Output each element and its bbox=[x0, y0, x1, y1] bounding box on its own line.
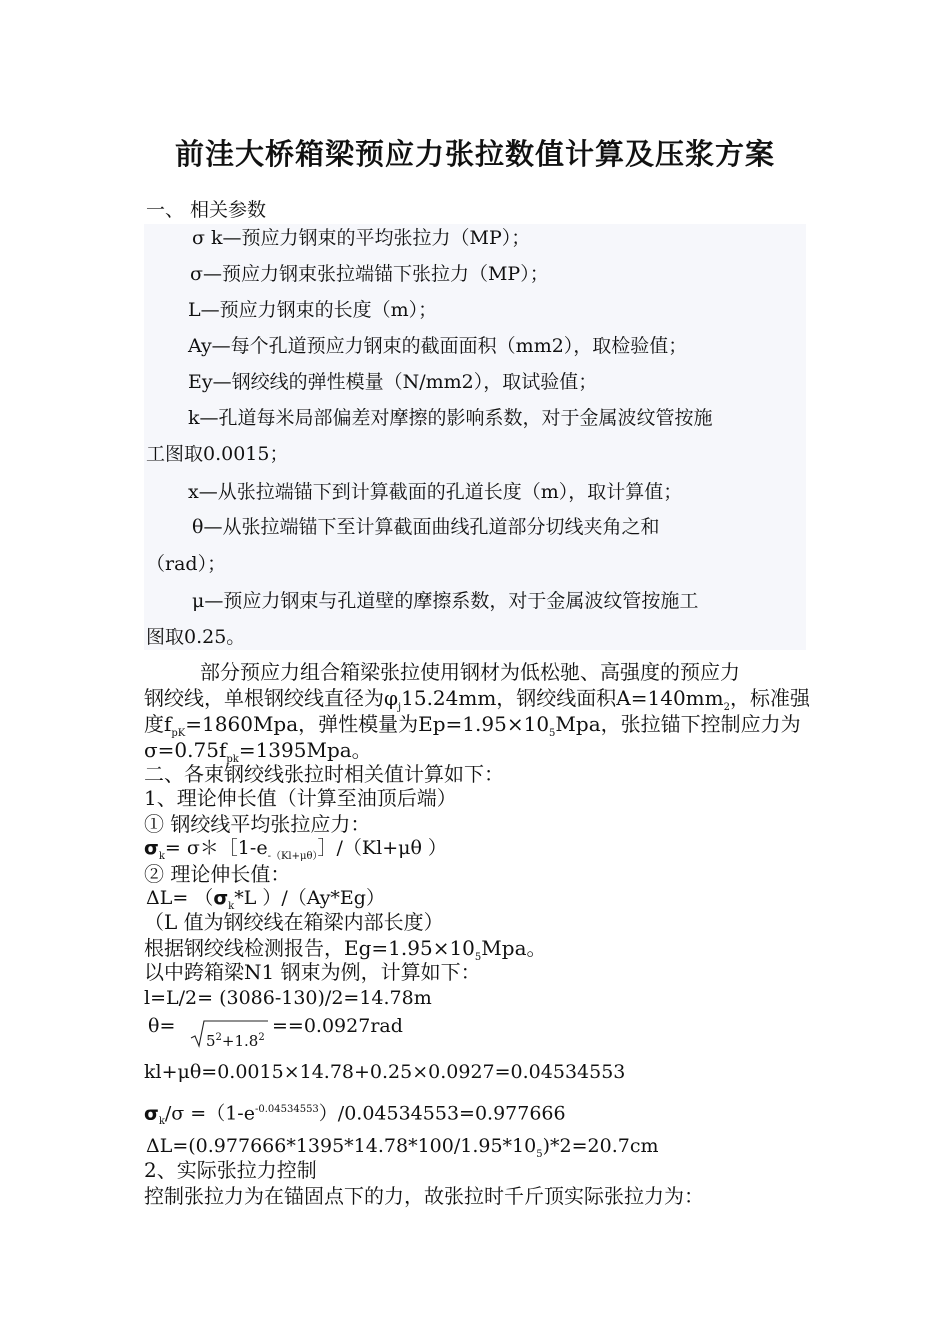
param-theta: θ—从张拉端锚下至计算截面曲线孔道部分切线夹角之和 bbox=[192, 516, 660, 538]
sqrt-radicand: $5^2+1.8^2$ bbox=[206, 1032, 265, 1050]
formula-elongation: $\Delta L= (\sigma_k*L$ ）/（Ay*Eg） bbox=[146, 887, 385, 912]
param-l: L—预应力钢束的长度（m）； bbox=[188, 299, 438, 321]
intro-line-1: 部分预应力组合箱梁张拉使用钢材为低松驰、高强度的预应力 bbox=[200, 660, 740, 684]
ratio-calc: $\sigma_k/\sigma =(1-e^{-0.04534553})/0.04534553=0.977666$ bbox=[144, 1102, 566, 1128]
param-k: k—孔道每米局部偏差对摩擦的影响系数，对于金属波纹管按施 bbox=[188, 407, 713, 429]
item-elongation: ② 理论伸长值： bbox=[144, 862, 291, 886]
theta-label: θ= bbox=[148, 1015, 176, 1037]
section-heading-calc: 二、各束钢绞线张拉时相关值计算如下： bbox=[144, 762, 504, 786]
theta-result: ==0.0927rad bbox=[272, 1015, 403, 1037]
note-length: （L 值为钢绞线在箱梁内部长度） bbox=[144, 910, 444, 934]
param-mu: μ—预应力钢束与孔道壁的摩擦系数，对于金属波纹管按施工 bbox=[192, 590, 699, 612]
section-heading-params: 一、 相关参数 bbox=[146, 199, 267, 221]
example-line: 以中跨箱梁N1 钢束为例，计算如下： bbox=[144, 960, 481, 984]
formula-average-stress: $\sigma_k=$ $\sigma*[1-e_{-(Kl+\mu\theta)}]/(Kl+\mu\theta$ ） bbox=[144, 837, 447, 862]
intro-line-4: $\sigma=0.75f_{pk}=1395Mpa$。 bbox=[144, 738, 372, 765]
params-block bbox=[144, 224, 806, 650]
length-calc: l=L/2= (3086-130)/2=14.78m bbox=[144, 987, 432, 1009]
elongation-result: $\Delta L=(0.977666*1395*14.78*100/1.95*10_5)*2=20.7cm$ bbox=[146, 1135, 659, 1160]
item-average-stress: ① 钢绞线平均张拉应力： bbox=[144, 812, 371, 836]
kl-mu-theta-calc: kl+μθ=0.0015×14.78+0.25×0.0927=0.04534553 bbox=[144, 1061, 626, 1083]
param-ey: Ey—钢绞线的弹性模量（N/mm2），取试验值； bbox=[188, 371, 598, 393]
param-theta-cont: （rad）； bbox=[146, 553, 227, 575]
page-title: 前洼大桥箱梁预应力张拉数值计算及压浆方案 bbox=[174, 137, 775, 171]
param-ay: Ay—每个孔道预应力钢束的截面面积（mm2），取检验值； bbox=[188, 335, 688, 357]
intro-line-3: 度$f_{pK}=1860Mpa$，弹性模量为$Ep=1.95\times 10_5Mpa$，张拉锚下控制应力为 bbox=[144, 712, 801, 739]
param-k-cont: 工图取0.0015； bbox=[146, 443, 289, 465]
param-x: x—从张拉端锚下到计算截面的孔道长度（m），取计算值； bbox=[188, 481, 683, 503]
param-mu-cont: 图取0.25。 bbox=[146, 626, 246, 648]
subheading-actual-tension: 2、实际张拉力控制 bbox=[144, 1158, 317, 1182]
intro-line-2: 钢绞线，单根钢绞线直径为$\varphi_j15.24mm$，钢绞线面积$A=140mm_2$，标准强 bbox=[144, 686, 810, 713]
subheading-theoretical: 1、理论伸长值（计算至油顶后端） bbox=[144, 786, 457, 810]
control-tension-line: 控制张拉力为在锚固点下的力，故张拉时千斤顶实际张拉力为： bbox=[144, 1184, 704, 1208]
report-line: 根据钢绞线检测报告，$Eg=1.95\times 10_5Mpa$。 bbox=[144, 936, 547, 963]
param-sigma: σ—预应力钢束张拉端锚下张拉力（MP）； bbox=[190, 263, 549, 285]
param-sigma-k: σ k—预应力钢束的平均张拉力（MP）； bbox=[192, 227, 531, 249]
